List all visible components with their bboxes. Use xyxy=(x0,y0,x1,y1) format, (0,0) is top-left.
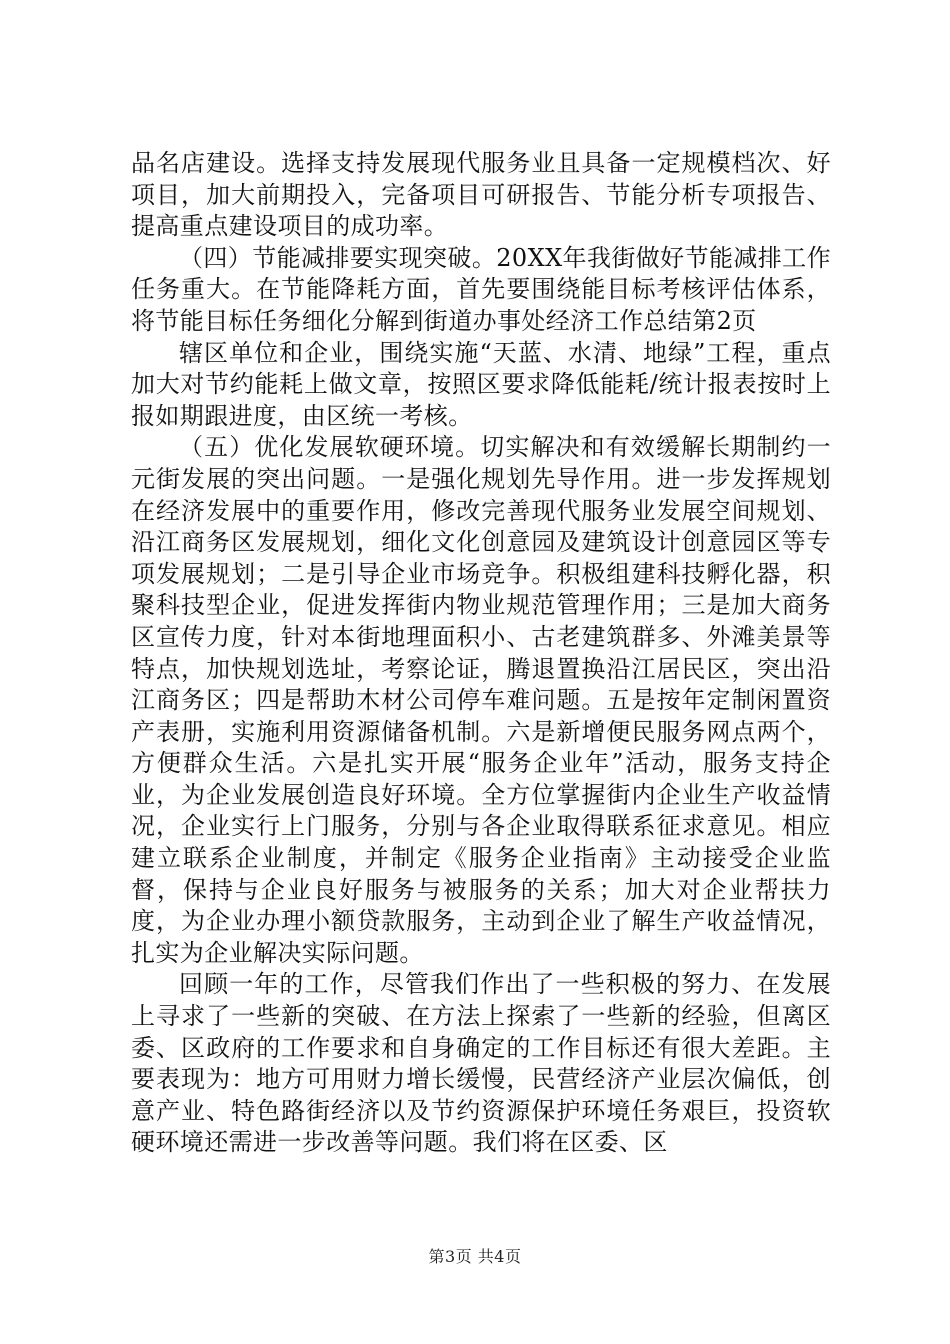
page-number-footer: 第3页 共4页 xyxy=(428,1247,522,1266)
paragraph-2: （四）节能减排要实现突破。20XX年我街做好节能减排工作任务重大。在节能降耗方面，首先要围绕能目标考核评估体系，将节能目标任务细化分解到街道办事处经济工作总结第2页 xyxy=(131,243,831,335)
paragraph-3: 辖区单位和企业，围绕实施“天蓝、水清、地绿”工程，重点加大对节约能耗上做文章，按照区要求降低能耗/统计报表按时上报如期跟进度，由区统一考核。 xyxy=(131,338,831,430)
document-body xyxy=(131,148,831,1159)
paragraph-1: 品名店建设。选择支持发展现代服务业且具备一定规模档次、好项目，加大前期投入，完备项目可研报告、节能分析专项报告、提高重点建设项目的成功率。 xyxy=(131,149,831,241)
paragraph-5: 回顾一年的工作，尽管我们作出了一些积极的努力、在发展上寻求了一些新的突破、在方法上探索了一些新的经验，但离区委、区政府的工作要求和自身确定的工作目标还有很大差距。主要表现为：地方可用财力增长缓慢，民营经济产业层次偏低，创意产业、特色路街经济以及节约资源保护环境任务艰巨，投资软硬环境还需进一步改善等问题。我们将在区委、区 xyxy=(131,970,831,1157)
paragraph-4: （五）优化发展软硬环境。切实解决和有效缓解长期制约一元街发展的突出问题。一是强化规划先导作用。进一步发挥规划在经济发展中的重要作用，修改完善现代服务业发展空间规划、沿江商务区发展规划，细化文化创意园及建筑设计创意园区等专项发展规划；二是引导企业市场竞争。积极组建科技孵化器，积聚科技型企业，促进发挥街内物业规范管理作用；三是加大商务区宣传力度，针对本街地理面积小、古老建筑群多、外滩美景等特点，加快规划选址，考察论证，腾退置换沿江居民区，突出沿江商务区；四是帮助木材公司停车难问题。五是按年定制闲置资产表册，实施利用资源储备机制。六是新增便民服务网点两个，方便群众生活。六是扎实开展“服务企业年”活动，服务支持企业，为企业发展创造良好环境。全方位掌握街内企业生产收益情况，企业实行上门服务，分别与各企业取得联系征求意见。相应建立联系企业制度，并制定《服务企业指南》主动接受企业监督，保持与企业良好服务与被服务的关系；加大对企业帮扶力度，为企业办理小额贷款服务，主动到企业了解生产收益情况，扎实为企业解决实际问题。 xyxy=(131,433,831,967)
